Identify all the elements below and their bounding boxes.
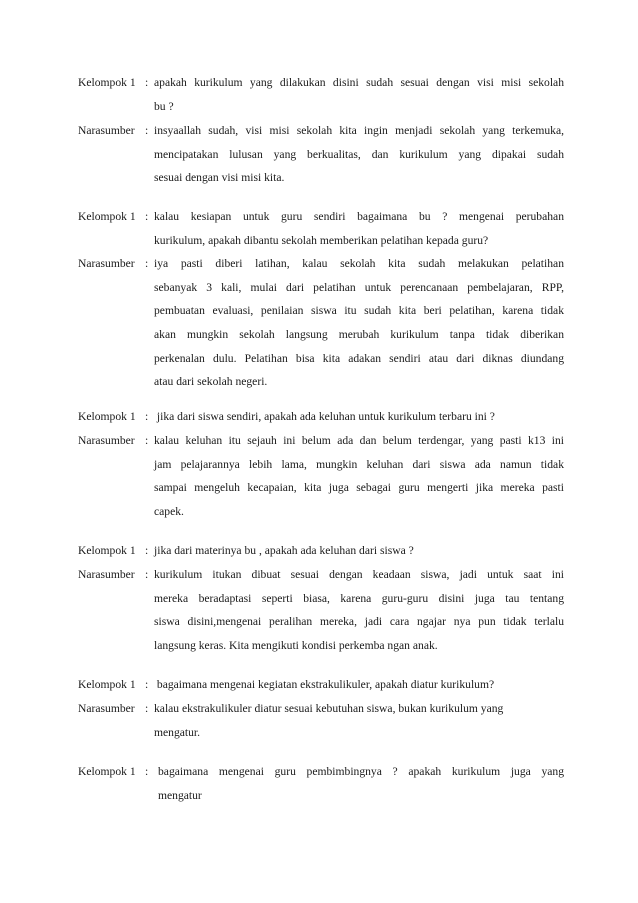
dialogue-text (154, 252, 564, 394)
colon-separator: : (145, 678, 149, 691)
speaker-label: Kelompok 1 (78, 210, 136, 223)
dialogue-text (154, 697, 564, 744)
speaker-label: Narasumber (78, 568, 135, 581)
text-line: kurikulum, apakah dibantu sekolah memberikan pelatihan kepada guru? (154, 233, 489, 247)
colon-separator: : (145, 568, 149, 581)
text-line: akan mungkin sekolah langsung merubah kurikulum tanpa tidak diberikan (154, 328, 564, 342)
colon-separator: : (145, 702, 149, 715)
dialogue-text (154, 205, 564, 252)
text-line: sesuai dengan visi misi kita. (154, 171, 285, 185)
speaker-label: Narasumber (78, 434, 135, 447)
dialogue-text (154, 539, 564, 563)
text-line: mengatur (158, 788, 202, 802)
dialogue-text (154, 563, 564, 658)
dialogue-text (154, 71, 564, 118)
colon-separator: : (145, 124, 149, 137)
text-line: mencipatakan lulusan yang berkualitas, dan kurikulum yang dipakai sudah (154, 147, 564, 161)
text-line: kalau ekstrakulikuler diatur sesuai kebutuhan siswa, bukan kurikulum yang (154, 702, 504, 715)
speaker-label: Narasumber (78, 124, 135, 137)
speaker-label: Kelompok 1 (78, 678, 136, 691)
text-line: pembuatan evaluasi, penilaian siswa itu sudah kita beri pelatihan, karena tidak (154, 304, 564, 318)
dialogue-text (154, 429, 564, 524)
colon-separator: : (145, 765, 149, 778)
text-line: sampai mengeluh kecapaian, kita juga sebagai guru mengerti jika mereka pasti (154, 481, 564, 495)
dialogue-text (154, 405, 564, 429)
colon-separator: : (145, 410, 149, 423)
text-line: kurikulum itukan dibuat sesuai dengan keadaan siswa, jadi untuk saat ini (154, 568, 564, 581)
speaker-label: Kelompok 1 (78, 544, 136, 557)
dialogue-text (154, 673, 564, 697)
colon-separator: : (145, 210, 149, 223)
speaker-label: Kelompok 1 (78, 76, 136, 89)
text-line: sebanyak 3 kali, mulai dari pelatihan untuk perencanaan pembelajaran, RPP, (154, 280, 564, 294)
dialogue-text (158, 760, 564, 807)
text-line: insyaallah sudah, visi misi sekolah kita ingin menjadi sekolah yang terkemuka, (154, 124, 564, 137)
text-line: jika dari siswa sendiri, apakah ada keluhan untuk kurikulum terbaru ini ? (154, 410, 495, 423)
colon-separator: : (145, 76, 149, 89)
text-line: jam pelajarannya lebih lama, mungkin keluhan dari siswa ada namun tidak (154, 457, 564, 471)
colon-separator: : (145, 434, 149, 447)
speaker-label: Kelompok 1 (78, 410, 136, 423)
colon-separator: : (145, 544, 149, 557)
text-line: mengatur. (154, 725, 201, 739)
speaker-label: Narasumber (78, 257, 135, 270)
text-line: atau dari sekolah negeri. (154, 375, 268, 389)
text-line: perkenalan dulu. Pelatihan bisa kita adakan sendiri atau dari diknas diundang (154, 351, 564, 365)
speaker-label: Narasumber (78, 702, 135, 715)
text-line: siswa disini,mengenai peralihan mereka, jadi cara ngajar nya pun tidak terlalu (154, 615, 564, 629)
speaker-label: Kelompok 1 (78, 765, 136, 778)
text-line: bagaimana mengenai kegiatan ekstrakulikuler, apakah diatur kurikulum? (154, 678, 495, 691)
colon-separator: : (145, 257, 149, 270)
text-line: kalau keluhan itu sejauh ini belum ada dan belum terdengar, yang pasti k13 ini (154, 434, 564, 447)
text-line: jika dari materinya bu , apakah ada keluhan dari siswa ? (154, 544, 414, 557)
text-line: langsung keras. Kita mengikuti kondisi perkemba ngan anak. (154, 639, 438, 653)
text-line: mereka beradaptasi seperti biasa, karena guru-guru disini juga tau tentang (154, 591, 564, 605)
text-line: kalau kesiapan untuk guru sendiri bagaimana bu ? mengenai perubahan (154, 210, 564, 223)
text-line: apakah kurikulum yang dilakukan disini sudah sesuai dengan visi misi sekolah (154, 76, 564, 89)
dialogue-text (154, 119, 564, 190)
text-line: capek. (154, 505, 184, 519)
text-line: bagaimana mengenai guru pembimbingnya ? apakah kurikulum juga yang (158, 765, 564, 778)
text-line: bu ? (154, 99, 174, 113)
text-line: iya pasti diberi latihan, kalau sekolah kita sudah melakukan pelatihan (154, 257, 564, 270)
